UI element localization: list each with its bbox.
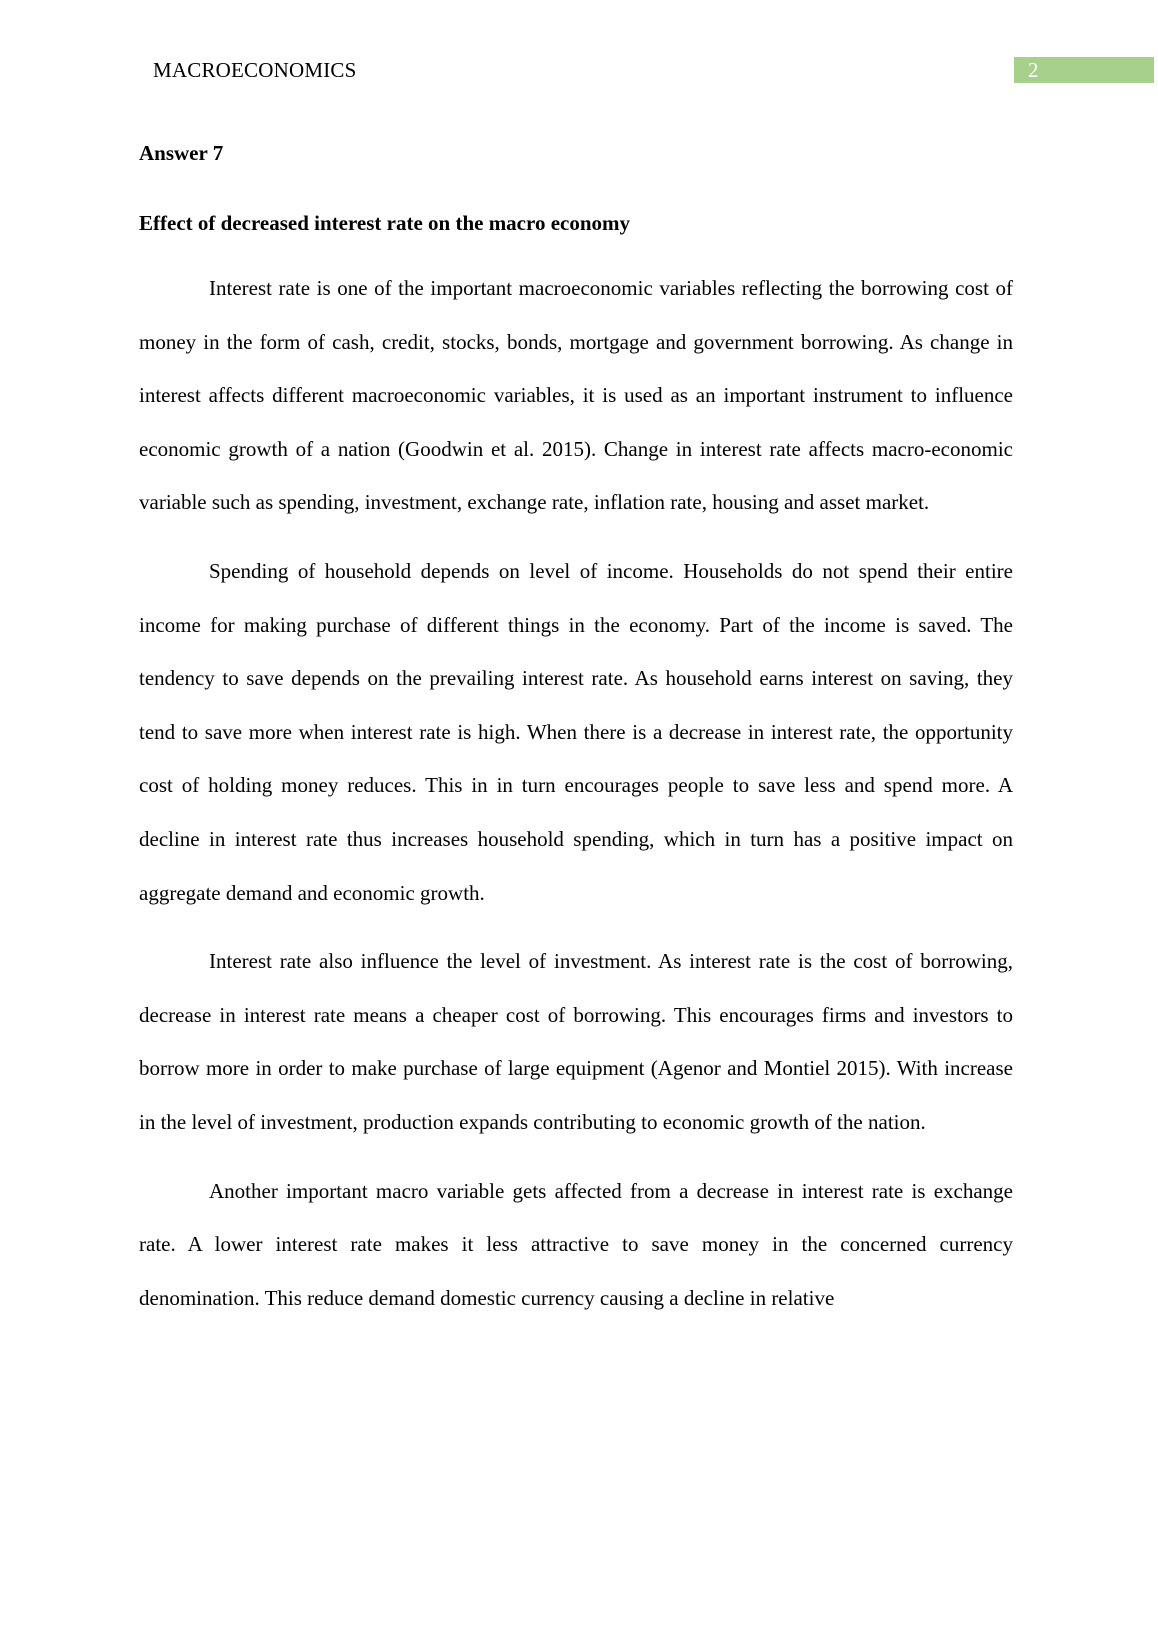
paragraph: Another important macro variable gets affected from a decrease in interest rate is exchange rate. A lower interest rate makes it less attractive to save money in the concerned currency denomination. This reduce demand domestic currency causing a decline in relative bbox=[139, 1178, 1013, 1310]
paragraph: Spending of household depends on level of income. Households do not spend their entire income for making purchase of different things in the economy. Part of the income is saved. The tendency to save depends on the prevailing interest rate. As household earns interest on saving, they tend to save more when interest rate is high. When there is a decrease in interest rate, the opportunity cost of holding money reduces. This in in turn encourages people to save less and spend more. A decline in interest rate thus increases household spending, which in turn has a positive impact on aggregate demand and economic growth. bbox=[139, 558, 1013, 905]
answer-heading: Answer 7 bbox=[139, 141, 224, 165]
running-head: MACROECONOMICS bbox=[153, 58, 357, 82]
section-heading: Effect of decreased interest rate on the macro economy bbox=[139, 211, 631, 235]
paragraph: Interest rate is one of the important macroeconomic variables reflecting the borrowing cost of money in the form of cash, credit, stocks, bonds, mortgage and government borrowing. As change in interest affects different macroeconomic variables, it is used as an important instrument to influence economic growth of a nation (Goodwin et al. 2015). Change in interest rate affects macro-economic variable such as spending, investment, exchange rate, inflation rate, housing and asset market. bbox=[139, 276, 1013, 515]
page-number-badge bbox=[1014, 57, 1154, 83]
page-number: 2 bbox=[1028, 58, 1039, 82]
paragraph: Interest rate also influence the level of investment. As interest rate is the cost of borrowing, decrease in interest rate means a cheaper cost of borrowing. This encourages firms and investors to borrow more in order to make purchase of large equipment (Agenor and Montiel 2015). With increase in the level of investment, production expands contributing to economic growth of the nation. bbox=[139, 949, 1013, 1134]
body-text bbox=[139, 262, 1013, 1340]
